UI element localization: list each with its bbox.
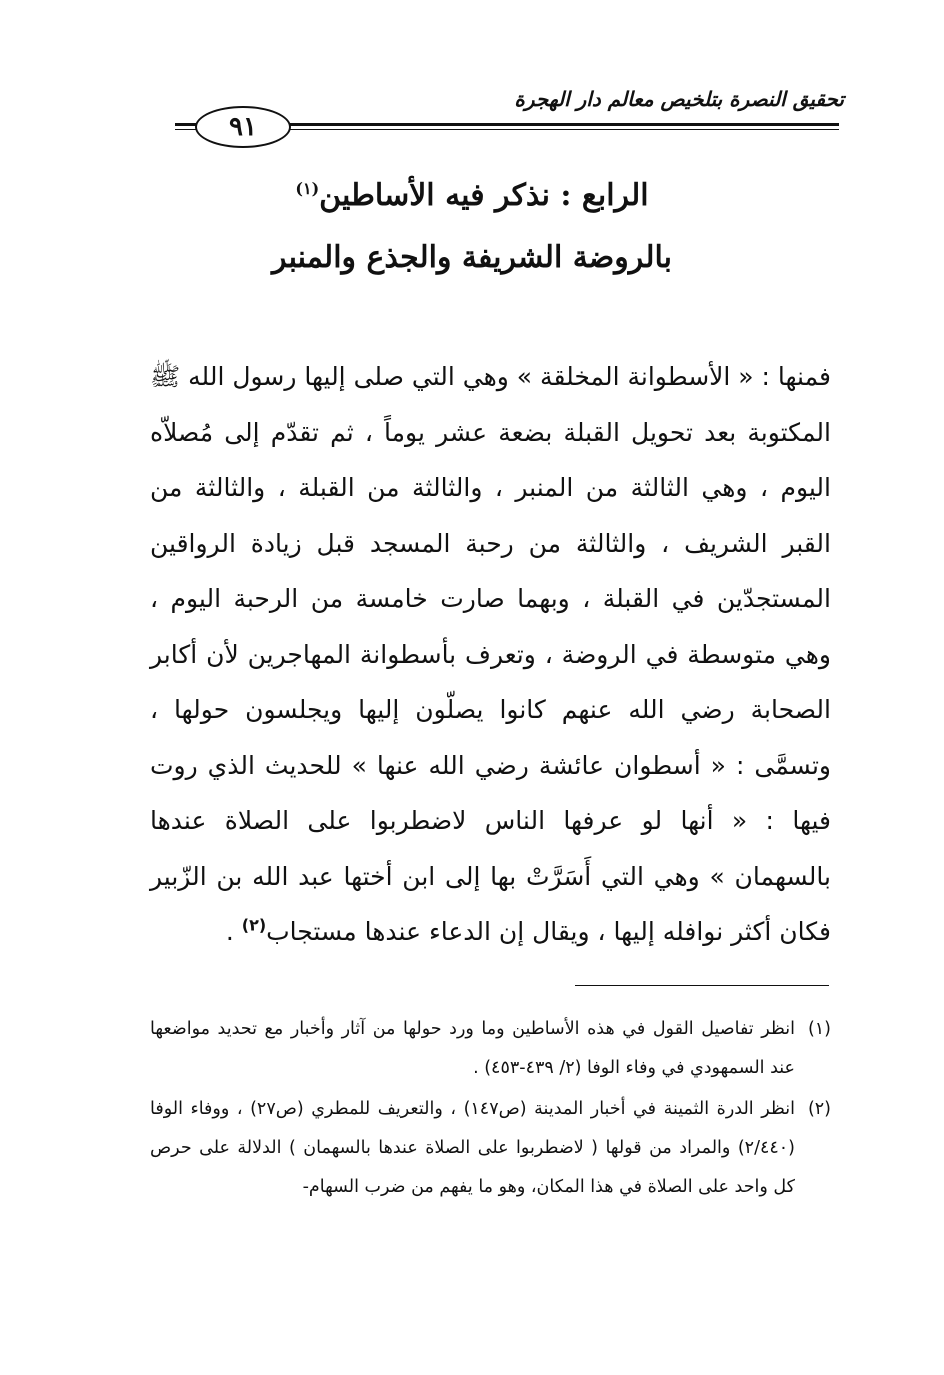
footnote-text: انظر الدرة الثمينة في أخبار المدينة (ص١٤٧) ، والتعريف للمطري (ص٢٧) ، ووفاء الوفا (٢/٤٤٠) والمراد من قولها ( لاضطربوا على الصلاة عندها بالسهمان ) الدلالة على حرص كل واحد على الصلاة في هذا المكان، وهو ما يفهم من ضرب السهام-: [150, 1099, 795, 1197]
footnote-number: (١): [807, 1019, 831, 1039]
body-paragraph: [150, 349, 831, 960]
running-title: تحقيق النصرة بتلخيص معالم دار الهجرة: [514, 87, 844, 111]
heading-text: الرابع : نذكر فيه الأساطين: [319, 178, 649, 213]
page-number: ٩١: [229, 112, 257, 142]
footnote-ref-2: (٢): [241, 915, 267, 935]
end-punctuation: .: [225, 917, 242, 946]
footnote-item: [150, 1010, 831, 1088]
body-text: فمنها : « الأسطوانة المخلقة » وهي التي صلى إليها رسول الله ﷺ المكتوبة بعد تحويل القبلة بضعة عشر يوماً ، ثم تقدّم إلى مُصلاّه اليوم ، وهي الثالثة من المنبر ، والثالثة من القبلة ، والثالثة من القبر الشريف ، والثالثة من رحبة المسجد قبل زيادة الرواقين المستجدّين في القبلة ، وبهما صارت خامسة من الرحبة اليوم ، وهي متوسطة في الروضة ، وتعرف بأسطوانة المهاجرين لأن أكابر الصحابة رضي الله عنهم كانوا يصلّون إليها ويجلسون حولها ، وتسمَّى : « أسطوان عائشة رضي الله عنها » للحديث الذي روت فيها : « أنها لو عرفها الناس لاضطربوا على الصلاة عندها بالسهمان » وهي التي أَسَرَّتْ بها إلى ابن أختها عبد الله بن الزّبير فكان أكثر نوافله إليها ، ويقال إن الدعاء عندها مستجاب: [150, 362, 831, 946]
footnote-text: انظر تفاصيل القول في هذه الأساطين وما ورد حولها من آثار وأخبار مع تحديد مواضعها عند السمهودي في وفاء الوفا (٢/ ٤٣٩-٤٥٣) .: [150, 1019, 795, 1078]
section-heading-line1: [120, 176, 824, 216]
footnotes: [150, 1010, 831, 1209]
footnote-item: [150, 1090, 831, 1207]
page-number-frame: [195, 106, 291, 148]
section-heading-line2: بالروضة الشريفة والجذع والمنبر: [272, 240, 672, 275]
footnote-separator: [575, 985, 829, 986]
footnote-ref-1: (١): [295, 179, 320, 198]
footnote-number: (٢): [807, 1099, 831, 1119]
